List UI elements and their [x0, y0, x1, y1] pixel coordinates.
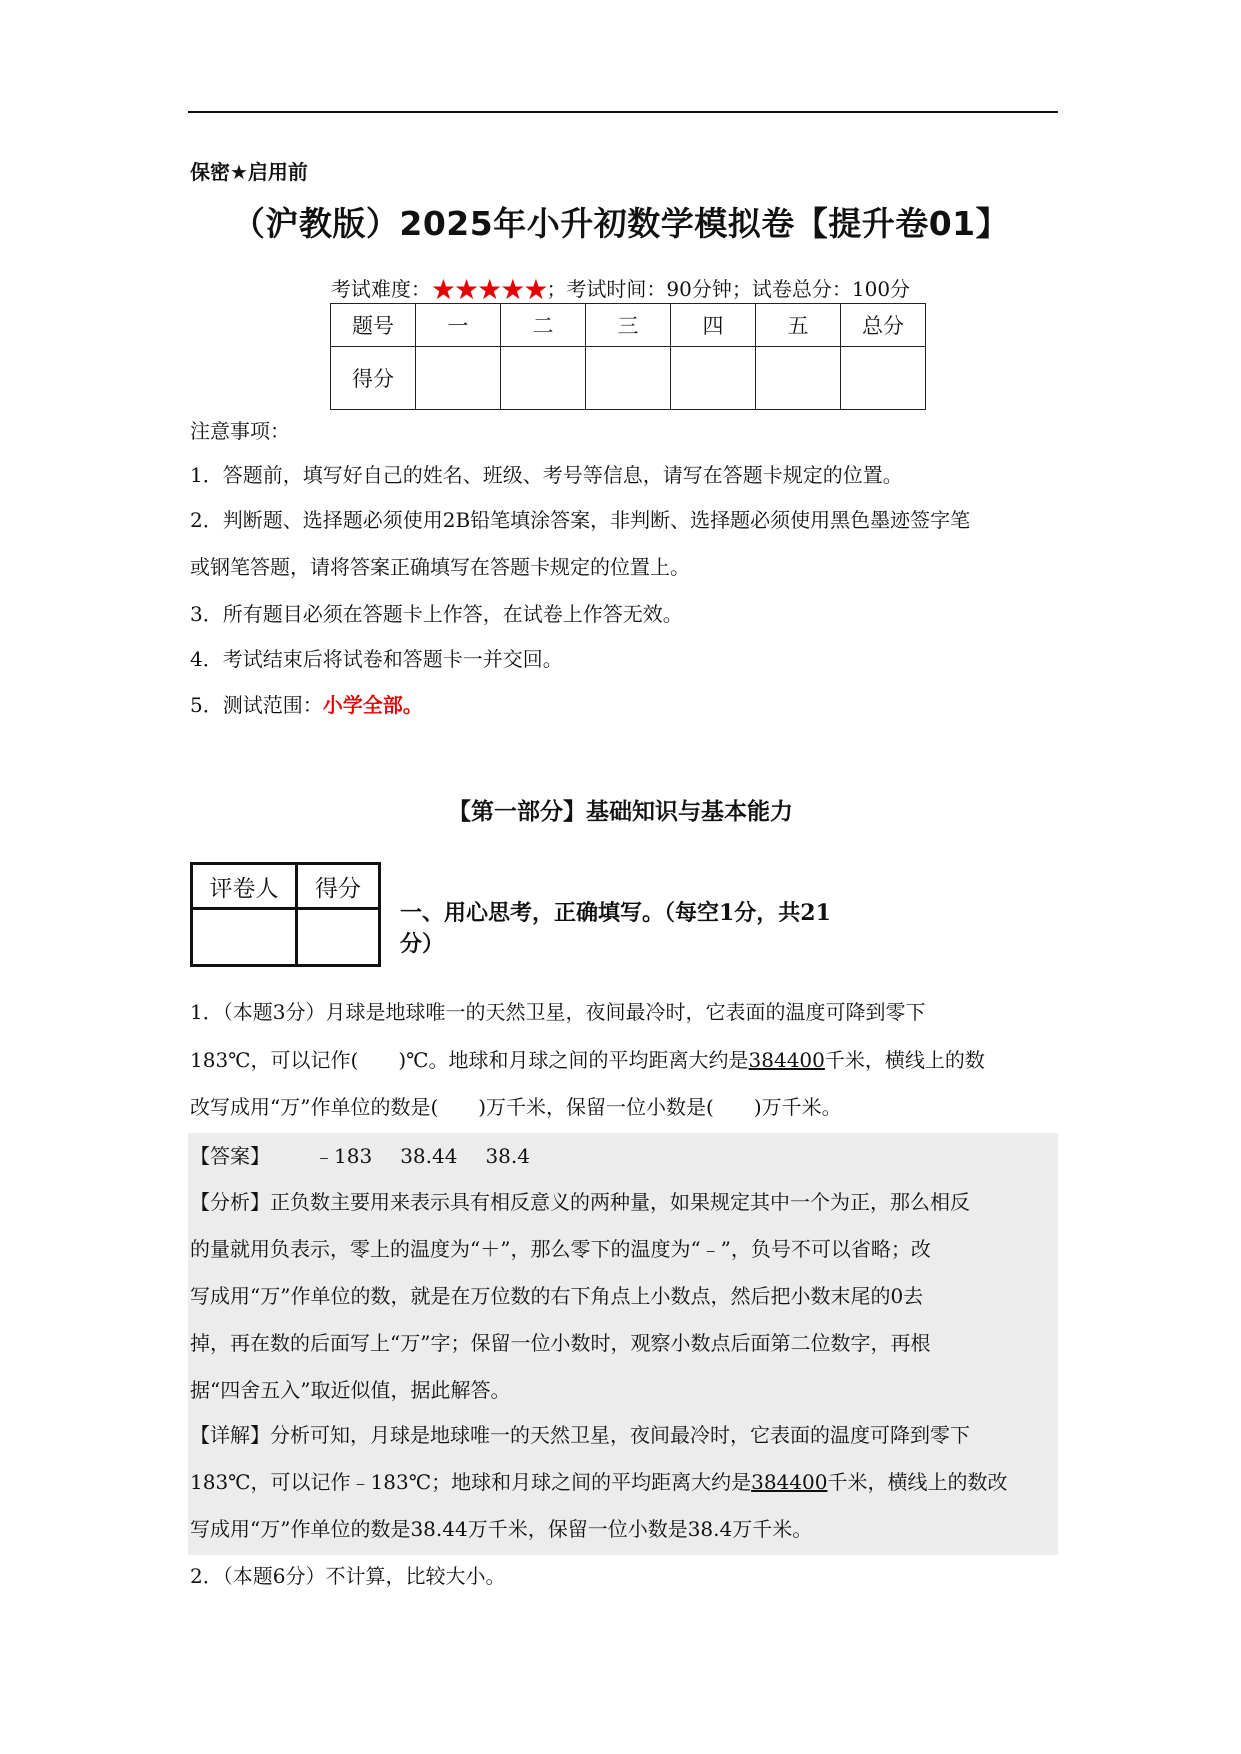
score-col: 四: [671, 304, 756, 347]
difficulty-stars-icon: ★★★★★: [430, 273, 547, 306]
section-heading: [400, 898, 920, 960]
score-cell: [586, 347, 671, 410]
exam-meta: ；考试时间：90分钟；试卷总分：100分: [546, 277, 911, 301]
q1-text: 千米，横线上的数: [824, 1048, 985, 1072]
analysis-line: 据“四舍五入”取近似值，据此解答。: [190, 1378, 511, 1402]
grader-table: [190, 862, 381, 967]
score-table: [330, 303, 926, 410]
answer-value: ﹣183: [314, 1144, 373, 1168]
answer-value: 38.44: [400, 1144, 458, 1168]
score-col: 一: [416, 304, 501, 347]
score-col: 三: [586, 304, 671, 347]
note-item: 或钢笔答题，请将答案正确填写在答题卡规定的位置上。: [190, 555, 690, 579]
grader-cell: [192, 909, 297, 966]
score-col: 二: [501, 304, 586, 347]
q1-underlined-number: 384400: [748, 1048, 825, 1072]
q1-line: 改写成用“万”作单位的数是( )万千米，保留一位小数是( )万千米。: [190, 1095, 842, 1119]
detail-line: 【详解】分析可知，月球是地球唯一的天然卫星，夜间最冷时，它表面的温度可降到零下: [190, 1423, 970, 1447]
score-cell: [416, 347, 501, 410]
score-col: 五: [756, 304, 841, 347]
section-heading-line: 一、用心思考，正确填写。（每空1分，共21: [400, 900, 831, 926]
page-title: （沪教版）2025年小升初数学模拟卷【提升卷01】: [231, 204, 1010, 243]
note-item: 4．考试结束后将试卷和答题卡一并交回。: [190, 647, 563, 671]
score-cell: [671, 347, 756, 410]
detail-line: 写成用“万”作单位的数是38.44万千米，保留一位小数是38.4万千米。: [190, 1517, 813, 1541]
notes-heading: 注意事项：: [190, 419, 290, 443]
answer-label: 【答案】: [190, 1144, 270, 1168]
q1-text: 183℃，可以记作( )℃。地球和月球之间的平均距离大约是: [190, 1048, 749, 1072]
score-cell: [756, 347, 841, 410]
test-scope: 小学全部。: [322, 693, 423, 717]
analysis-line: 【分析】正负数主要用来表示具有相反意义的两种量，如果规定其中一个为正，那么相反: [190, 1190, 970, 1214]
note-item: 3．所有题目必须在答题卡上作答，在试卷上作答无效。: [190, 602, 683, 626]
score-cell: [501, 347, 586, 410]
analysis-line: 的量就用负表示，零上的温度为“＋”，那么零下的温度为“﹣”，负号不可以省略；改: [190, 1237, 931, 1261]
analysis-line: 写成用“万”作单位的数，就是在万位数的右下角点上小数点，然后把小数末尾的0去: [190, 1284, 924, 1308]
detail-text: 千米，横线上的数改: [827, 1470, 1008, 1494]
analysis-line: 掉，再在数的后面写上“万”字；保留一位小数时，观察小数点后面第二位数字，再根: [190, 1331, 931, 1355]
section-heading-line: 分）: [400, 931, 445, 957]
top-rule: [188, 111, 1058, 113]
note-item-5: [190, 691, 423, 719]
grader-score-cell: [297, 909, 380, 966]
confidential-label: 保密★启用前: [190, 160, 308, 184]
detail-text: 183℃，可以记作﹣183℃；地球和月球之间的平均距离大约是: [190, 1470, 752, 1494]
detail-line: [190, 1468, 1007, 1496]
difficulty-label: 考试难度：: [330, 277, 431, 301]
detail-underlined-number: 384400: [751, 1470, 828, 1494]
score-cell: [841, 347, 926, 410]
score-col: 总分: [841, 304, 926, 347]
q1-line: 1．（本题3分）月球是地球唯一的天然卫星，夜间最冷时，它表面的温度可降到零下: [190, 1000, 926, 1024]
grader-label: 评卷人: [192, 864, 297, 909]
score-row-label: 得分: [331, 347, 416, 410]
q1-line: [190, 1046, 985, 1074]
note-item: 2．判断题、选择题必须使用2B铅笔填涂答案，非判断、选择题必须使用黑色墨迹签字笔: [190, 508, 971, 532]
note-item: 1．答题前，填写好自己的姓名、班级、考号等信息，请写在答题卡规定的位置。: [190, 463, 903, 487]
grader-score-label: 得分: [297, 864, 380, 909]
answer-value: 38.4: [485, 1144, 530, 1168]
q2-line: 2．（本题6分）不计算，比较大小。: [190, 1564, 506, 1588]
score-table-header: 题号: [331, 304, 416, 347]
q1-answer: [190, 1142, 530, 1170]
part-title: 【第一部分】基础知识与基本能力: [448, 799, 793, 825]
exam-info: [0, 273, 1241, 306]
note-item-5-label: 5．测试范围：: [190, 693, 323, 717]
